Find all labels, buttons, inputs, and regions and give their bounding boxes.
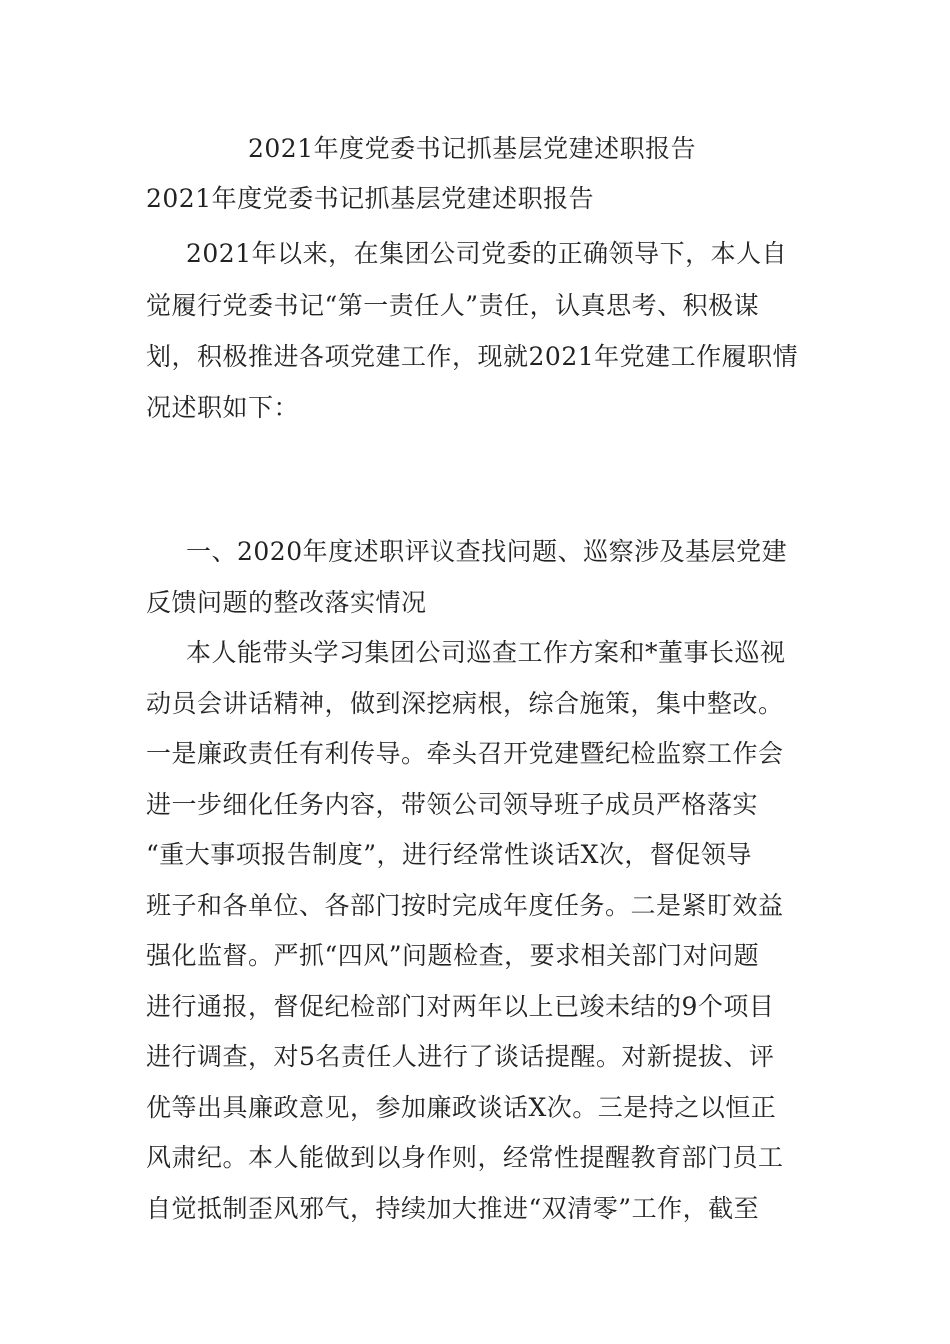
body-line: 一是廉政责任有利传导。牵头召开党建暨纪检监察工作会 — [146, 739, 784, 768]
body-line: 风肃纪。本人能做到以身作则，经常性提醒教育部门员工 — [146, 1143, 784, 1172]
body-line: 动员会讲话精神，做到深挖病根，综合施策，集中整改。 — [146, 689, 784, 718]
body-line: 自觉抵制歪风邪气，持续加大推进“双清零”工作，截至 — [146, 1194, 760, 1223]
body-line: 进行通报，督促纪检部门对两年以上已竣未结的9个项目 — [146, 992, 775, 1021]
body-line: 班子和各单位、各部门按时完成年度任务。二是紧盯效益 — [146, 891, 784, 920]
body-line: 进行调查，对5名责任人进行了谈话提醒。对新提拔、评 — [146, 1042, 775, 1071]
document-subtitle: 2021年度党委书记抓基层党建述职报告 — [146, 184, 595, 213]
body-line: 进一步细化任务内容，带领公司领导班子成员严格落实 — [146, 790, 759, 819]
intro-line: 况述职如下： — [146, 393, 300, 422]
section-heading-line: 反馈问题的整改落实情况 — [146, 588, 427, 617]
body-line: “重大事项报告制度”，进行经常性谈话X次，督促领导 — [146, 840, 752, 869]
intro-line: 觉履行党委书记“第一责任人”责任，认真思考、积极谋 — [146, 291, 760, 320]
intro-line: 2021年以来，在集团公司党委的正确领导下，本人自 — [186, 239, 788, 268]
body-line: 强化监督。严抓“四风”问题检查，要求相关部门对问题 — [146, 941, 760, 970]
body-line: 优等出具廉政意见，参加廉政谈话X次。三是持之以恒正 — [146, 1093, 777, 1122]
section-heading-line: 一、2020年度述职评议查找问题、巡察涉及基层党建 — [186, 537, 788, 566]
body-line: 本人能带头学习集团公司巡查工作方案和*董事长巡视 — [186, 638, 786, 667]
document-title: 2021年度党委书记抓基层党建述职报告 — [248, 134, 697, 163]
intro-line: 划，积极推进各项党建工作，现就2021年党建工作履职情 — [146, 342, 799, 371]
